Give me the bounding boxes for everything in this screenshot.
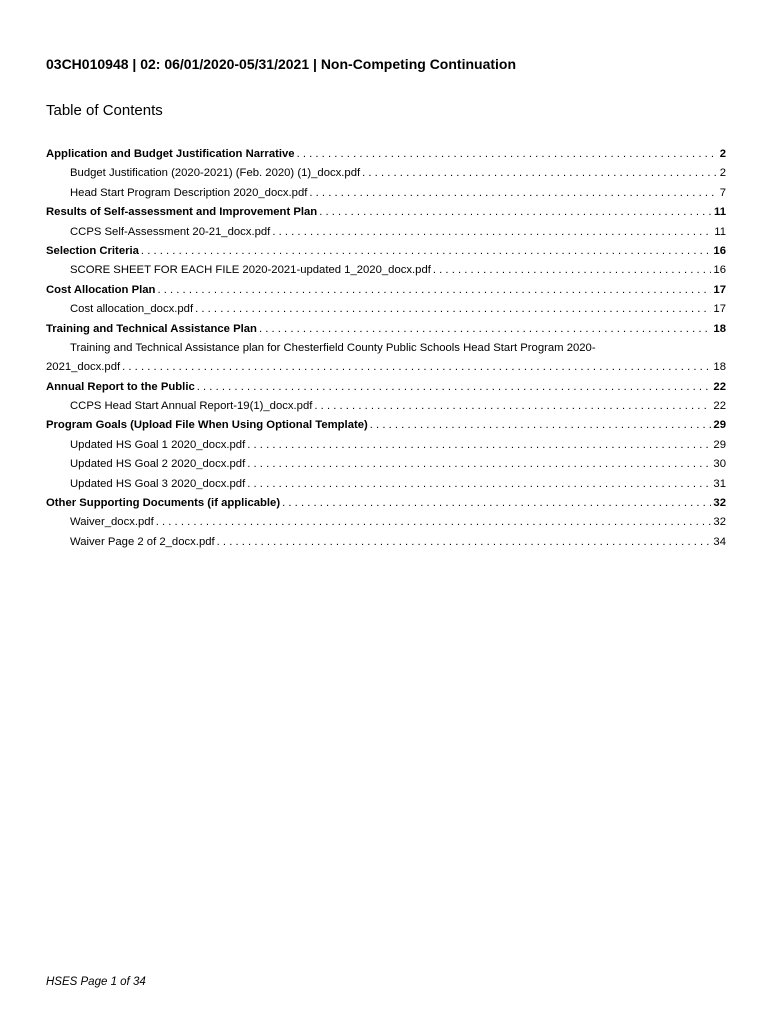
toc-entry-label: Cost allocation_docx.pdf	[70, 303, 194, 316]
toc-file-entry[interactable]	[46, 513, 726, 532]
toc-file-entry[interactable]	[46, 397, 726, 416]
toc-dot-leader	[197, 378, 712, 397]
toc-page-number: 18	[713, 322, 726, 335]
toc-file-entry[interactable]	[46, 339, 726, 358]
toc-entry-label: CCPS Self-Assessment 20-21_docx.pdf	[70, 225, 271, 238]
table-of-contents	[46, 145, 726, 552]
toc-page-number: 30	[713, 458, 726, 471]
toc-page-number: 29	[713, 419, 726, 432]
toc-page-number: 18	[713, 361, 726, 374]
document-title: 03CH010948 | 02: 06/01/2020-05/31/2021 | Non-Competing Continuation	[46, 56, 517, 72]
toc-dot-leader	[297, 145, 718, 164]
toc-dot-leader	[247, 436, 711, 455]
toc-file-entry[interactable]	[46, 436, 726, 455]
toc-dot-leader	[314, 397, 711, 416]
toc-page-number: 2	[719, 167, 726, 180]
toc-section-entry[interactable]	[46, 378, 726, 397]
toc-entry-label: 2021_docx.pdf	[46, 361, 121, 374]
toc-dot-leader	[247, 475, 711, 494]
toc-page-number: 32	[713, 497, 726, 510]
toc-dot-leader	[247, 455, 711, 474]
toc-page-number: 32	[713, 516, 726, 529]
toc-entry-label: SCORE SHEET FOR EACH FILE 2020-2021-updated 1_2020_docx.pdf	[70, 264, 431, 277]
toc-dot-leader	[195, 300, 711, 319]
toc-heading: Table of Contents	[46, 102, 163, 119]
toc-file-entry[interactable]	[46, 300, 726, 319]
toc-file-entry[interactable]	[46, 358, 726, 377]
toc-section-entry[interactable]	[46, 203, 726, 222]
toc-page-number: 29	[713, 438, 726, 451]
toc-file-entry[interactable]	[46, 184, 726, 203]
toc-entry-label: CCPS Head Start Annual Report-19(1)_docx.pdf	[70, 400, 313, 413]
toc-page-number: 17	[713, 303, 726, 316]
toc-dot-leader	[370, 416, 712, 435]
toc-page-number: 31	[713, 477, 726, 490]
toc-entry-label: Waiver Page 2 of 2_docx.pdf	[70, 535, 215, 548]
toc-page-number: 11	[714, 206, 726, 219]
toc-dot-leader	[362, 164, 718, 183]
toc-section-entry[interactable]	[46, 416, 726, 435]
toc-page-number: 7	[719, 186, 726, 199]
toc-page-number: 34	[713, 535, 726, 548]
toc-entry-label: Updated HS Goal 2 2020_docx.pdf	[70, 458, 246, 471]
toc-page-number: 11	[714, 225, 726, 238]
toc-file-entry[interactable]	[46, 533, 726, 552]
toc-file-entry[interactable]	[46, 223, 726, 242]
toc-dot-leader	[309, 184, 717, 203]
toc-dot-leader	[156, 513, 712, 532]
toc-entry-label: Training and Technical Assistance plan for Chesterfield County Public Schools Head Start Program 2020-	[70, 341, 596, 354]
toc-dot-leader	[217, 533, 712, 552]
toc-dot-leader	[282, 494, 711, 513]
toc-page-number: 22	[713, 380, 726, 393]
toc-section-entry[interactable]	[46, 494, 726, 513]
toc-entry-label: Updated HS Goal 3 2020_docx.pdf	[70, 477, 246, 490]
toc-file-entry[interactable]	[46, 164, 726, 183]
toc-dot-leader	[141, 242, 712, 261]
toc-dot-leader	[433, 261, 712, 280]
toc-dot-leader	[319, 203, 712, 222]
toc-page-number: 16	[713, 264, 726, 277]
toc-dot-leader	[122, 358, 711, 377]
toc-file-entry[interactable]	[46, 475, 726, 494]
toc-entry-label: Selection Criteria	[46, 244, 139, 257]
toc-section-entry[interactable]	[46, 145, 726, 164]
toc-entry-label: Budget Justification (2020-2021) (Feb. 2020) (1)_docx.pdf	[70, 167, 361, 180]
toc-section-entry[interactable]	[46, 242, 726, 261]
toc-entry-label: Head Start Program Description 2020_docx.pdf	[70, 186, 308, 199]
toc-page-number: 17	[713, 283, 726, 296]
toc-entry-label: Annual Report to the Public	[46, 380, 195, 393]
toc-entry-label: Cost Allocation Plan	[46, 283, 156, 296]
page-footer: HSES Page 1 of 34	[46, 976, 146, 988]
toc-entry-label: Updated HS Goal 1 2020_docx.pdf	[70, 438, 246, 451]
toc-dot-leader	[157, 281, 711, 300]
toc-dot-leader	[259, 320, 711, 339]
toc-entry-label: Results of Self-assessment and Improvement Plan	[46, 206, 318, 219]
toc-entry-label: Application and Budget Justification Narrative	[46, 148, 295, 160]
toc-page-number: 2	[719, 148, 726, 160]
toc-entry-label: Other Supporting Documents (if applicable)	[46, 497, 281, 510]
toc-file-entry[interactable]	[46, 455, 726, 474]
toc-section-entry[interactable]	[46, 320, 726, 339]
toc-page-number: 22	[713, 400, 726, 413]
toc-section-entry[interactable]	[46, 281, 726, 300]
toc-page-number: 16	[713, 244, 726, 257]
toc-entry-label: Waiver_docx.pdf	[70, 516, 154, 529]
toc-file-entry[interactable]	[46, 261, 726, 280]
toc-entry-label: Program Goals (Upload File When Using Optional Template)	[46, 419, 368, 432]
toc-dot-leader	[272, 223, 712, 242]
toc-entry-label: Training and Technical Assistance Plan	[46, 322, 257, 335]
